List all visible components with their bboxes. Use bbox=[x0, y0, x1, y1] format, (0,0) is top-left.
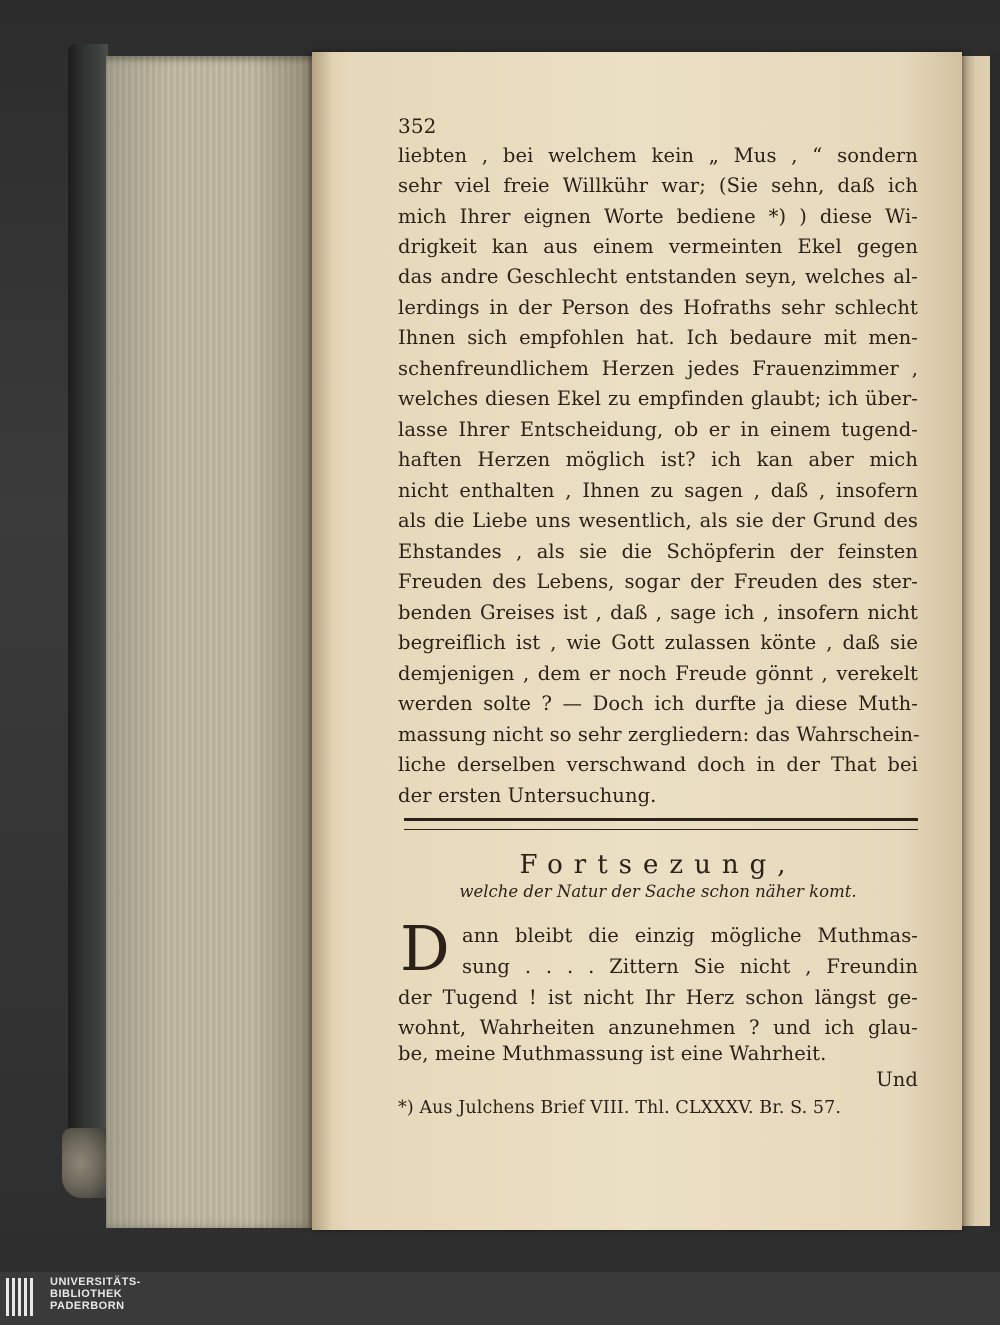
text-line: begreiflich ist , wie Gott zulassen könte , daß sie bbox=[398, 631, 918, 654]
text-line: lasse Ihrer Entscheidung, ob er in einem tugend- bbox=[398, 418, 918, 441]
page-edges-shade bbox=[106, 56, 316, 1228]
footnote: *) Aus Julchens Brief VIII. Thl. CLXXXV. Br. S. 57. bbox=[398, 1098, 842, 1118]
text-line: liebten , bei welchem kein „ Mus , “ sondern bbox=[398, 144, 918, 167]
text-line: welches diesen Ekel zu empfinden glaubt; ich über- bbox=[398, 387, 918, 410]
drop-cap: D bbox=[400, 912, 450, 985]
text-line: demjenigen , dem er noch Freude gönnt , verekelt bbox=[398, 662, 918, 685]
page-number: 352 bbox=[398, 114, 437, 138]
logo-line: UNIVERSITÄTS- bbox=[50, 1276, 141, 1288]
worn-cover-corner bbox=[62, 1128, 108, 1198]
text-line: der ersten Untersuchung. bbox=[398, 784, 657, 807]
logo-line: PADERBORN bbox=[50, 1300, 125, 1312]
text-line: ann bleibt die einzig mögliche Muthmas- bbox=[462, 924, 918, 947]
section-rule bbox=[404, 818, 918, 830]
page-gutter bbox=[312, 52, 332, 1230]
text-line: drigkeit kan aus einem vermeinten Ekel gegen bbox=[398, 235, 918, 258]
text-line: Freuden des Lebens, sogar der Freuden des ster- bbox=[398, 570, 918, 593]
catchword: Und bbox=[876, 1068, 918, 1091]
text-line: der Tugend ! ist nicht Ihr Herz schon längst ge- bbox=[398, 986, 918, 1009]
text-line: lerdings in der Person des Hofraths sehr schlecht bbox=[398, 296, 918, 319]
book-cover bbox=[68, 44, 108, 1194]
text-line: schenfreundlichem Herzen jedes Frauenzimmer , bbox=[398, 357, 918, 380]
text-line: liche derselben verschwand doch in der That bei bbox=[398, 753, 918, 776]
text-line: Ihnen sich empfohlen hat. Ich bedaure mit men- bbox=[398, 326, 918, 349]
text-line: das andre Geschlecht entstanden seyn, welches al- bbox=[398, 265, 918, 288]
text-line: Ehstandes , als sie die Schöpferin der feinsten bbox=[398, 540, 918, 563]
text-line: haften Herzen möglich ist? ich kan aber mich bbox=[398, 448, 918, 471]
text-line: wohnt, Wahrheiten anzunehmen ? und ich glau- bbox=[398, 1016, 918, 1039]
text-line: sehr viel freie Willkühr war; (Sie sehn, daß ich bbox=[398, 174, 918, 197]
library-logo-icon bbox=[6, 1278, 36, 1316]
text-line: als die Liebe uns wesentlich, als sie der Grund des bbox=[398, 509, 918, 532]
background-edge bbox=[990, 52, 1000, 1232]
footer-bar bbox=[0, 1272, 1000, 1325]
section-title: Fortsezung, bbox=[519, 850, 797, 880]
text-line: benden Greises ist , daß , sage ich , insofern nicht bbox=[398, 601, 918, 624]
text-line: massung nicht so sehr zergliedern: das Wahrschein- bbox=[398, 723, 920, 746]
library-logo-text bbox=[50, 1276, 141, 1312]
text-line: be, meine Muthmassung ist eine Wahrheit. bbox=[398, 1042, 827, 1065]
text-line: mich Ihrer eignen Worte bediene *) ) diese Wi- bbox=[398, 205, 918, 228]
text-line: nicht enthalten , Ihnen zu sagen , daß , insofern bbox=[398, 479, 918, 502]
text-line: sung . . . . Zittern Sie nicht , Freundin bbox=[462, 955, 918, 978]
section-subtitle: welche der Natur der Sache schon näher komt. bbox=[459, 882, 857, 901]
logo-line: BIBLIOTHEK bbox=[50, 1288, 123, 1300]
text-line: werden solte ? — Doch ich durfte ja diese Muth- bbox=[398, 692, 918, 715]
